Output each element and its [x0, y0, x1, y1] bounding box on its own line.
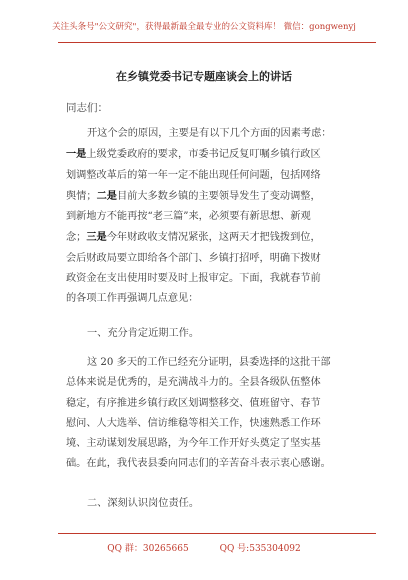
text-line: 慰问、人大选举、信访维稳等相关工作，快速熟悉工作环	[66, 417, 321, 429]
text-line: 到新地方不能再按“老三篇”来，必须要有新思想、新观	[66, 211, 311, 223]
paragraph-intro	[66, 124, 352, 310]
footer-divider	[58, 533, 376, 534]
text-line: 境、主动谋划发展思路，为今年工作开好头奠定了坚实基	[66, 438, 321, 450]
paragraph-section-1	[66, 353, 352, 475]
text-line: 一是上级党委政府的要求，市委书记反复叮嘱乡镇行政区	[66, 148, 321, 161]
text-line: 二、深刻认识岗位责任。	[87, 498, 200, 509]
qq-group-text: QQ 群：30265665	[107, 544, 189, 554]
text-line: 这 20 多天的工作已经充分证明，县委选择的这批干部	[87, 357, 331, 368]
text-line: 的各项工作再强调几点意见：	[66, 293, 199, 305]
text-line: 会后财政局要立即给各个部门、乡镇打招呼，明确下拨财	[66, 252, 321, 264]
text-line: 稳定，有序推进乡镇行政区划调整移交、值班留守、春节	[66, 397, 321, 409]
salutation: 同志们：	[66, 102, 108, 114]
text-line: 总体来说是优秀的，是充满战斗力的。全县各级队伍整体	[66, 377, 321, 389]
footer	[0, 541, 408, 554]
text-line: 念；三是今年财政收支情况紧张，这两天才把钱拨到位，	[66, 231, 321, 244]
text-line: 础。在此，我代表县委向同志们的辛苦奋斗表示衷心感谢。	[66, 458, 331, 470]
qq-id-text: QQ 号:535304092	[219, 544, 301, 554]
bold-marker: 一是	[66, 148, 87, 161]
header-divider	[58, 42, 376, 43]
header-banner: 关注头条号"公文研究"，获得最新最全最专业的公文资料库！ 微信：gongwenyj	[52, 22, 356, 32]
text-line: 开这个会的原因，主要是有以下几个方面的因素考虑：	[87, 128, 332, 139]
bold-marker: 二是	[96, 189, 117, 202]
text-line: 一、充分肯定近期工作。	[87, 328, 200, 339]
section-heading-2	[66, 494, 352, 514]
document-title: 在乡镇党委书记专题座谈会上的讲话	[116, 70, 292, 83]
section-heading-1	[66, 324, 352, 344]
text-line: 划调整改革后的第一年一定不能出现任何问题，包括网络	[66, 169, 321, 181]
text-line: 舆情；二是目前大多数乡镇的主要领导发生了变动调整，	[66, 189, 321, 202]
text-line: 政资金在支出使用时要及时上报审定。下面，我就春节前	[66, 273, 321, 285]
bold-marker: 三是	[86, 231, 107, 244]
